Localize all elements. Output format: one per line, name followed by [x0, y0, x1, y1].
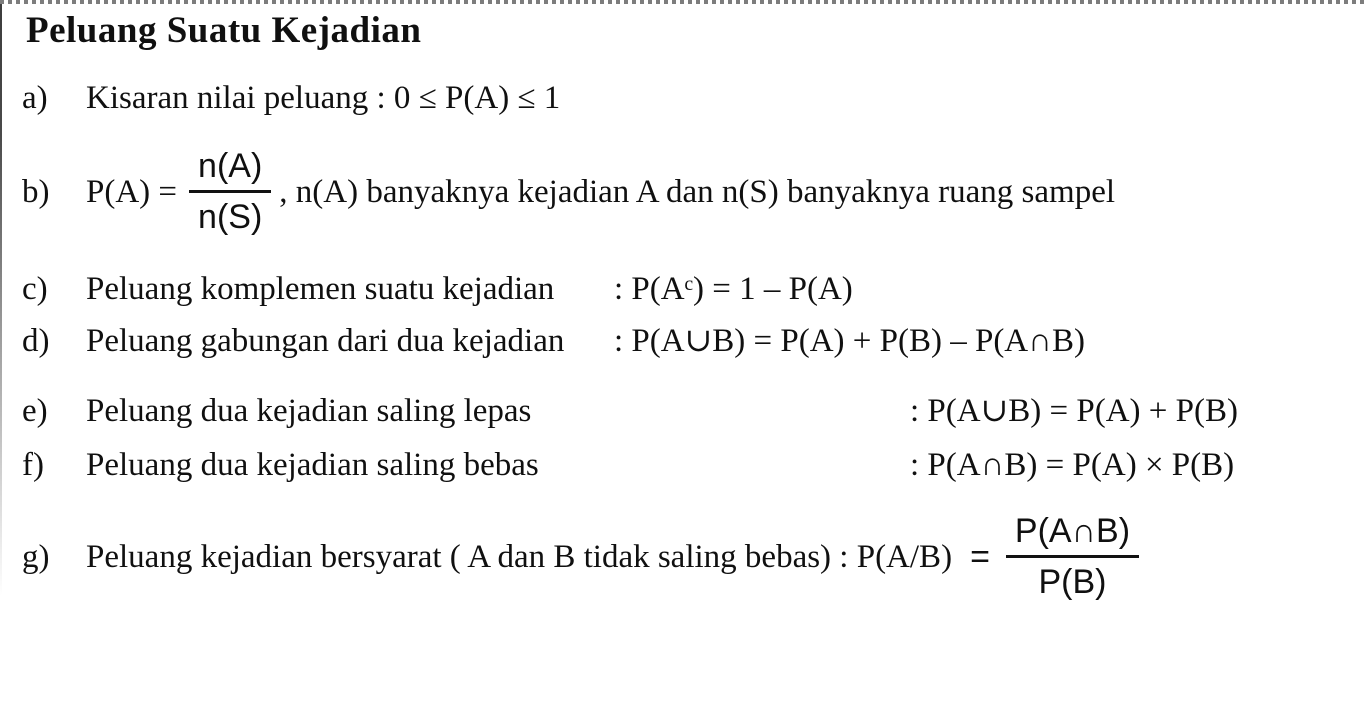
page-title: Peluang Suatu Kejadian	[26, 10, 422, 51]
equals-sign: =	[970, 537, 990, 576]
item-formula: : P(A∩B) = P(A) × P(B)	[910, 447, 1235, 483]
item-description: Peluang gabungan dari dua kejadian	[86, 323, 565, 359]
item-label: a)	[22, 80, 48, 116]
fraction	[1006, 511, 1139, 602]
list-item-d	[22, 321, 1367, 361]
item-label: d)	[22, 323, 50, 359]
list-item-b	[22, 146, 1367, 237]
item-text: Kisaran nilai peluang : 0 ≤ P(A) ≤ 1	[86, 80, 561, 116]
item-formula: : P(Aᶜ) = 1 – P(A)	[614, 271, 853, 307]
list-item-g	[22, 511, 1367, 602]
fraction-denominator: n(S)	[198, 198, 263, 236]
item-label: c)	[22, 271, 48, 307]
item-description: Peluang dua kejadian saling lepas	[86, 393, 532, 429]
item-label: g)	[22, 538, 50, 575]
list-item-c	[22, 269, 1367, 309]
item-description: Peluang kejadian bersyarat ( A dan B tidak saling bebas) : P(A/B)	[86, 538, 953, 575]
list-item-f	[22, 445, 1367, 485]
item-label: b)	[22, 173, 50, 210]
fraction-denominator: P(B)	[1038, 563, 1107, 601]
item-description: Peluang dua kejadian saling bebas	[86, 447, 539, 483]
item-label: e)	[22, 393, 48, 429]
fraction	[189, 146, 271, 237]
item-description: Peluang komplemen suatu kejadian	[86, 271, 555, 307]
item-formula: : P(A∪B) = P(A) + P(B) – P(A∩B)	[614, 323, 1085, 359]
list-item-a	[22, 78, 1367, 118]
document-body	[0, 4, 1367, 602]
fraction-numerator: n(A)	[189, 146, 271, 193]
item-label: f)	[22, 447, 44, 483]
item-formula: : P(A∪B) = P(A) + P(B)	[910, 393, 1238, 429]
list-item-e	[22, 391, 1367, 431]
fraction-numerator: P(A∩B)	[1006, 511, 1139, 558]
equation-lhs: P(A) =	[86, 173, 178, 210]
item-text: , n(A) banyaknya kejadian A dan n(S) banyaknya ruang sampel	[279, 173, 1116, 210]
